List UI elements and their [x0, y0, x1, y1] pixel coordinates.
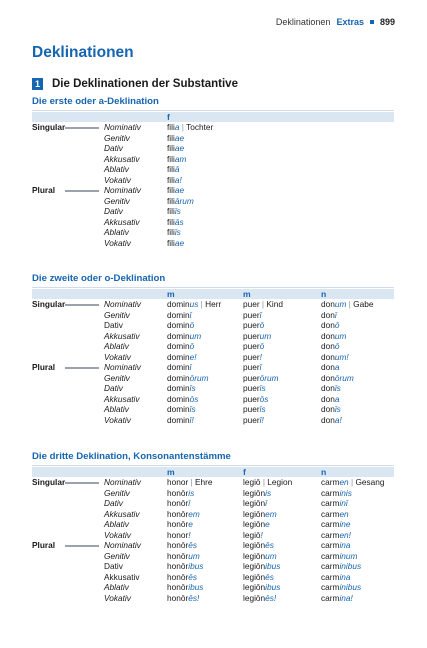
form-ending: um — [259, 330, 272, 341]
table-row — [32, 373, 394, 384]
table-row — [32, 238, 394, 249]
form-ending: inum — [339, 550, 358, 561]
form-cell: dominī — [167, 309, 192, 320]
form-cell: puer! — [243, 351, 262, 362]
table-row — [32, 143, 394, 154]
form-cell: donō — [321, 341, 340, 351]
gender-label: n — [321, 289, 327, 299]
form-ending: ī — [265, 498, 267, 508]
form-cell: filia! — [167, 174, 182, 185]
form-cell: carminibus — [321, 561, 362, 571]
table-row — [32, 227, 394, 238]
form-ending: a — [334, 362, 340, 372]
case-label: Dativ — [104, 143, 123, 153]
table-row — [32, 477, 394, 488]
form-ending: ae — [174, 237, 185, 248]
case-label: Nominativ — [104, 122, 141, 132]
form-cell: dominum — [167, 330, 202, 341]
number-label: Plural — [32, 540, 56, 550]
form-ending: ēs — [188, 571, 197, 582]
form-cell: legiōnis — [243, 487, 272, 498]
case-label: Nominativ — [104, 477, 141, 487]
number-bar — [65, 367, 99, 369]
form-ending: ī — [188, 498, 191, 508]
gender-label: m — [167, 289, 175, 299]
form-cell: legiōnī — [243, 498, 267, 508]
form-cell: carmen | Gesang — [321, 477, 385, 487]
case-label: Nominativ — [104, 362, 141, 372]
form-cell: carminis — [321, 487, 352, 498]
form-ending: ēs — [265, 571, 274, 582]
form-ending: um — [334, 330, 347, 341]
case-label: Akkusativ — [104, 571, 140, 582]
form-ending: īs — [259, 383, 266, 393]
form-cell: honōrem — [167, 508, 200, 519]
separator: | — [346, 299, 354, 309]
case-label: Ablativ — [104, 227, 129, 237]
case-label: Genitiv — [104, 195, 130, 206]
form-ending: īs — [189, 404, 196, 414]
form-ending: ōrum — [189, 372, 209, 383]
table-row — [32, 509, 394, 520]
form-ending: ibus — [188, 561, 204, 571]
case-label: Dativ — [104, 383, 123, 393]
form-cell: legiōnēs! — [243, 592, 277, 603]
form-cell: legiōne — [243, 519, 270, 529]
case-label: Ablativ — [104, 404, 129, 414]
gender-label: f — [243, 467, 246, 477]
table-row — [32, 175, 394, 186]
form-ending: ! — [188, 529, 191, 540]
form-cell: dominōs — [167, 393, 199, 404]
form-ending: ōs — [189, 393, 199, 404]
form-cell: honōrēs! — [167, 592, 200, 603]
form-cell: honōribus — [167, 582, 204, 592]
form-cell: honōre — [167, 519, 193, 529]
declension-title: Die zweite oder o-Deklination — [32, 273, 394, 288]
form-ending: a — [334, 393, 340, 404]
form-cell: carmina — [321, 571, 351, 582]
form-ending: ina — [339, 540, 351, 550]
form-cell: dominus | Herr — [167, 299, 222, 309]
page-title: Deklinationen — [32, 44, 134, 61]
case-label: Vokativ — [104, 351, 131, 362]
case-label: Genitiv — [104, 487, 130, 498]
form-cell: puer | Kind — [243, 299, 283, 309]
form-ending: ā — [174, 164, 180, 174]
gender-label: m — [243, 289, 251, 299]
case-label: Genitiv — [104, 550, 130, 561]
case-label: Nominativ — [104, 185, 141, 195]
bullet-square-icon — [370, 20, 374, 24]
form-cell: puerīs — [243, 404, 266, 414]
form-cell: legiōnēs — [243, 571, 274, 582]
table-row — [32, 582, 394, 593]
number-bar — [65, 304, 99, 306]
form-ending: ae — [174, 185, 185, 195]
form-ending: um — [189, 330, 202, 341]
form-cell: donī — [321, 309, 337, 320]
case-label: Dativ — [104, 498, 123, 508]
case-label: Vokativ — [104, 414, 131, 425]
case-label: Akkusativ — [104, 330, 140, 341]
table-row — [32, 206, 394, 217]
form-ending: ōrum — [334, 372, 354, 383]
form-ending: īs — [334, 383, 341, 393]
form-cell: legiō | Legion — [243, 477, 293, 487]
form-ending: ō — [189, 341, 195, 351]
table-row — [32, 362, 394, 373]
case-label: Nominativ — [104, 540, 141, 550]
case-label: Genitiv — [104, 372, 130, 383]
form-cell: carminum — [321, 550, 358, 561]
number-label: Plural — [32, 362, 56, 372]
form-cell: honōrum — [167, 550, 200, 561]
form-cell: filiam — [167, 153, 187, 164]
case-label: Vokativ — [104, 237, 131, 248]
case-label: Dativ — [104, 206, 123, 216]
form-cell: donīs — [321, 404, 341, 414]
form-ending: ī — [259, 309, 262, 320]
form-cell: dominōrum — [167, 372, 209, 383]
form-ending: am — [174, 153, 187, 164]
case-label: Akkusativ — [104, 216, 140, 227]
case-label: Genitiv — [104, 309, 130, 320]
table-row — [32, 519, 394, 530]
form-ending: īs — [174, 227, 181, 237]
form-ending: ō — [259, 341, 265, 351]
form-cell: donum! — [321, 351, 349, 362]
case-label: Ablativ — [104, 519, 129, 529]
form-cell: dona! — [321, 414, 342, 425]
table-row — [32, 530, 394, 541]
form-ending: ī! — [259, 414, 264, 425]
form-ending: en — [339, 477, 349, 487]
form-cell: puerī! — [243, 414, 264, 425]
form-ending: ōrum — [259, 372, 279, 383]
form-ending: ēs — [188, 540, 197, 550]
table-row — [32, 488, 394, 499]
form-cell: filiā — [167, 164, 180, 174]
declension-title: Die dritte Deklination, Konsonantenstämme — [32, 451, 394, 466]
number-bar — [65, 482, 99, 484]
table-row — [32, 320, 394, 331]
form-cell: dona — [321, 362, 340, 372]
form-cell: puerum — [243, 330, 272, 341]
form-ending: um! — [334, 351, 349, 362]
gender-label: n — [321, 467, 327, 477]
table-row — [32, 404, 394, 415]
form-cell: legiōnem — [243, 508, 277, 519]
separator: | — [259, 299, 267, 309]
form-ending: is — [265, 487, 272, 498]
case-label: Dativ — [104, 561, 123, 571]
section-title: Die Deklinationen der Substantive — [52, 78, 238, 90]
form-cell: honōribus — [167, 561, 204, 571]
form-ending: em — [188, 508, 200, 519]
form-cell: carmen! — [321, 529, 351, 540]
table-row — [32, 299, 394, 310]
translation: Tochter — [186, 122, 214, 132]
form-ending: īs — [189, 383, 196, 393]
form-cell: dominī! — [167, 414, 194, 425]
form-cell: legiōnum — [243, 550, 277, 561]
form-cell: honōrēs — [167, 540, 197, 550]
number-bar — [65, 190, 99, 192]
form-ending: ō — [334, 320, 340, 330]
form-ending: en — [339, 508, 349, 519]
number-bar — [65, 127, 99, 129]
table-row — [32, 185, 394, 196]
form-cell: filiae — [167, 132, 185, 143]
table-row — [32, 154, 394, 165]
translation: Legion — [267, 477, 293, 487]
case-label: Akkusativ — [104, 153, 140, 164]
form-cell: filiīs — [167, 227, 181, 237]
form-ending: ēs — [265, 540, 274, 550]
form-ending: ine — [339, 519, 351, 529]
form-ending: īs — [334, 404, 341, 414]
form-ending: īs — [259, 404, 266, 414]
form-ending: ina — [339, 571, 351, 582]
table-row — [32, 352, 394, 363]
section-number-badge: 1 — [32, 78, 43, 90]
case-label: Akkusativ — [104, 508, 140, 519]
form-ending: us — [189, 299, 199, 309]
translation: Gabe — [353, 299, 374, 309]
running-head — [276, 17, 395, 27]
form-cell: carmina! — [321, 592, 353, 603]
case-label: Genitiv — [104, 132, 130, 143]
form-cell: filiīs — [167, 206, 181, 216]
form-cell: filiās — [167, 216, 184, 227]
form-ending: um — [334, 299, 347, 309]
form-cell: carminī — [321, 498, 348, 508]
number-bar — [65, 545, 99, 547]
form-ending: inibus — [339, 582, 362, 592]
form-cell: filiae — [167, 143, 185, 153]
form-cell: filiae — [167, 185, 185, 195]
form-ending: īs — [174, 206, 181, 216]
translation: Herr — [205, 299, 222, 309]
form-cell: filia | Tochter — [167, 122, 214, 132]
form-ending: inī — [339, 498, 348, 508]
form-cell: puerōs — [243, 393, 269, 404]
declension-table-third — [32, 451, 394, 603]
form-ending: e — [265, 519, 270, 529]
form-cell: puerō — [243, 320, 265, 330]
table-row — [32, 551, 394, 562]
case-label: Ablativ — [104, 582, 129, 592]
table-row — [32, 122, 394, 133]
table-row — [32, 383, 394, 394]
table-row — [32, 394, 394, 405]
case-label: Akkusativ — [104, 393, 140, 404]
form-cell: puerīs — [243, 383, 266, 393]
table-row — [32, 572, 394, 583]
form-ending: um — [188, 550, 200, 561]
case-label: Ablativ — [104, 164, 129, 174]
form-cell: donum — [321, 330, 347, 341]
form-ending: inibus — [339, 561, 362, 571]
form-ending: inis — [339, 487, 352, 498]
form-ending: en! — [339, 529, 351, 540]
form-cell: legiō! — [243, 529, 263, 540]
form-cell: honor! — [167, 529, 191, 540]
form-ending: ibus — [188, 582, 204, 592]
form-cell: dominō — [167, 341, 195, 351]
translation: Ehre — [195, 477, 213, 487]
form-ending: em — [265, 508, 277, 519]
form-cell: honor | Ehre — [167, 477, 213, 487]
form-ending: ibus — [265, 582, 281, 592]
form-cell: puerō — [243, 341, 265, 351]
case-label: Vokativ — [104, 529, 131, 540]
running-head-section: Deklinationen — [275, 17, 331, 27]
gender-header-row — [32, 467, 394, 477]
form-cell: honōris — [167, 487, 195, 498]
form-ending: ina! — [339, 592, 353, 603]
form-cell: domine! — [167, 351, 197, 362]
table-row — [32, 341, 394, 352]
form-cell: puerī — [243, 362, 262, 372]
form-ending: ārum — [174, 195, 194, 206]
form-cell: legiōnēs — [243, 540, 274, 550]
section-heading — [32, 78, 238, 90]
form-cell: puerōrum — [243, 372, 279, 383]
form-cell: honōrī — [167, 498, 191, 508]
case-label: Dativ — [104, 320, 123, 330]
table-row — [32, 133, 394, 144]
number-label: Singular — [32, 477, 66, 487]
gender-header-row — [32, 112, 394, 122]
form-cell: dominīs — [167, 404, 196, 414]
gender-label: f — [167, 112, 170, 122]
table-row — [32, 164, 394, 175]
table-row — [32, 498, 394, 509]
form-cell: legiōnibus — [243, 561, 281, 571]
form-ending: ōs — [259, 393, 269, 404]
translation: Gesang — [355, 477, 385, 487]
form-cell: carmina — [321, 540, 351, 550]
translation: Kind — [266, 299, 283, 309]
gender-header-row — [32, 289, 394, 299]
form-ending: ō — [259, 320, 265, 330]
case-label: Vokativ — [104, 592, 131, 603]
case-label: Nominativ — [104, 299, 141, 309]
table-row — [32, 331, 394, 342]
table-row — [32, 561, 394, 572]
separator: | — [179, 122, 187, 132]
form-cell: dominō — [167, 320, 195, 330]
form-ending: ī — [189, 362, 192, 372]
case-label: Ablativ — [104, 341, 129, 351]
form-ending: um — [265, 550, 277, 561]
form-ending: ō — [189, 320, 195, 330]
form-ending: ī! — [189, 414, 194, 425]
form-ending: ī — [189, 309, 192, 320]
declension-title: Die erste oder a-Deklination — [32, 96, 394, 111]
form-cell: donum | Gabe — [321, 299, 374, 309]
form-ending: e — [188, 519, 193, 529]
table-row — [32, 593, 394, 604]
form-ending: is — [188, 487, 195, 498]
form-ending: ! — [260, 529, 263, 540]
form-cell: donīs — [321, 383, 341, 393]
form-ending: a! — [334, 414, 342, 425]
table-row — [32, 217, 394, 228]
form-ending: ! — [259, 351, 262, 362]
form-cell: puerī — [243, 309, 262, 320]
separator: | — [348, 477, 356, 487]
form-ending: ae — [174, 132, 185, 143]
form-ending: ō — [334, 341, 340, 351]
number-label: Singular — [32, 122, 66, 132]
running-head-label: Extras — [336, 17, 364, 27]
form-cell: honōrēs — [167, 571, 197, 582]
form-ending: ibus — [265, 561, 281, 571]
form-ending: ī — [334, 309, 337, 320]
form-ending: e! — [189, 351, 197, 362]
form-cell: donōrum — [321, 372, 354, 383]
form-cell: carminibus — [321, 582, 362, 592]
separator: | — [260, 477, 268, 487]
declension-table-second — [32, 273, 394, 425]
form-ending: ī — [259, 362, 262, 372]
form-cell: carmine — [321, 519, 351, 529]
form-ending: ēs! — [265, 592, 277, 603]
form-ending: ās — [174, 216, 184, 227]
table-row — [32, 196, 394, 207]
form-cell: carmen — [321, 508, 349, 519]
form-ending: ēs! — [188, 592, 200, 603]
number-label: Singular — [32, 299, 66, 309]
number-label: Plural — [32, 185, 56, 195]
form-cell: legiōnibus — [243, 582, 281, 592]
table-row — [32, 310, 394, 321]
form-cell: filiae — [167, 237, 185, 248]
form-ending: a! — [174, 174, 182, 185]
form-cell: filiārum — [167, 195, 194, 206]
form-cell: dona — [321, 393, 340, 404]
form-ending: a — [174, 122, 180, 132]
table-row — [32, 540, 394, 551]
page-number: 899 — [379, 17, 395, 27]
form-ending: ae — [174, 143, 185, 153]
separator: | — [188, 477, 195, 487]
gender-label: m — [167, 467, 175, 477]
case-label: Vokativ — [104, 174, 131, 185]
form-cell: dominīs — [167, 383, 196, 393]
table-row — [32, 415, 394, 426]
form-cell: dominī — [167, 362, 192, 372]
declension-table-first — [32, 96, 394, 248]
form-cell: donō — [321, 320, 340, 330]
separator: | — [198, 299, 206, 309]
